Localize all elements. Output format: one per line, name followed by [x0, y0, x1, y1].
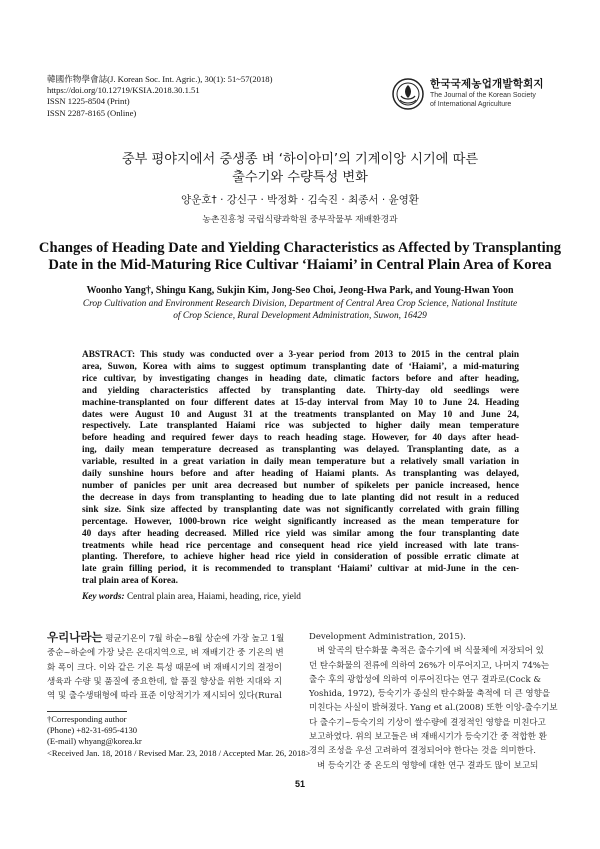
abstract [82, 350, 519, 588]
abstract-line: respectively. Late transplanted Haiami rice was subjected to higher daily mean temperature [82, 421, 519, 432]
body-line: 미친다는 사실이 밝혀졌다. Yang et al.(2008) 또한 이앙-출수기보 [309, 703, 558, 714]
doi-link[interactable]: https://doi.org/10.12719/KSIA.2018.30.1.51 [47, 85, 200, 96]
society-emblem-icon [392, 78, 424, 110]
article-dates: <Received Jan. 18, 2018 / Revised Mar. 23, 2018 / Accepted Mar. 26, 2018> [47, 747, 311, 758]
keywords [82, 592, 519, 602]
abstract-line: daily sunshine hours before and after heading of Haiami plants. As transplanting was delayed, [82, 469, 519, 480]
korean-affiliation: 농촌진흥청 국립식량과학원 중부작물부 재배환경과 [202, 215, 398, 225]
abstract-line: planting. Therefore, to achieve higher head rice yield in consideration of possible erratic climate at [82, 552, 519, 563]
author-email[interactable]: (E-mail) whyang@korea.kr [47, 736, 142, 747]
english-authors: Woonho Yang†, Shingu Kang, Sukjin Kim, Jong-Seo Choi, Jeong-Hwa Park, and Young-Hwan Yoon [86, 285, 514, 296]
body-line: 평균기온이 7월 하순~8월 상순에 가장 높고 1월 [102, 634, 285, 644]
body-left-column [47, 630, 293, 703]
body-line: 보고하였다. 위의 보고들은 벼 재배시기가 등숙기간 중 적합한 환 [309, 732, 547, 743]
body-line: 화 폭이 크다. 이와 같은 기온 특성 때문에 벼 재배시기의 결정이 [47, 662, 282, 673]
abstract-line: 40 days after heading decreased. Milled rice yield was similar among the four transplanting date [82, 528, 519, 539]
society-logo [392, 76, 552, 114]
body-line: 벼 알곡의 탄수화물 축적은 출수기에 벼 식물체에 저장되어 있 [317, 646, 544, 657]
english-affiliation [40, 298, 560, 322]
korean-title [40, 151, 560, 187]
abstract-line: machine-transplanted on four different dates at 15-day interval from May 10 to June 24. Heading [82, 397, 519, 408]
english-affiliation-line2: of Crop Science, Rural Development Administration, Suwon, 16429 [173, 311, 427, 321]
abstract-line: sink size. Sink size affected by transplanting date was not significantly correlated with grain filling [82, 504, 519, 515]
abstract-line: variable, resulted in a great variation in daily mean temperature but a relatively small variation in [82, 457, 519, 468]
korean-title-line1: 중부 평야지에서 중생종 벼 ‘하이아미’의 기계이앙 시기에 따른 [121, 152, 479, 167]
abstract-line: dates were August 10 and August 31 at the treatments transplanted on May 10 and June 24, [82, 409, 519, 420]
abstract-line: the decrease in days from transplanting to heading due to late planting did not result in a reduced [82, 492, 519, 503]
society-name-ko: 한국국제농업개발학회지 [430, 78, 544, 90]
english-affiliation-line1: Crop Cultivation and Environment Research Division, Department of Central Area Crop Science, National Institute [82, 299, 518, 309]
body-line: 벼 등숙기간 중 온도의 영향에 대한 연구 결과도 많이 보고되 [317, 760, 539, 771]
abstract-line: treatments while head rice percentage and consequent head rice yield increased with late trans- [82, 540, 519, 551]
body-line: 던 탄수화물의 전류에 의하여 26%가 이루어지고, 나머지 74%는 [309, 660, 550, 671]
corresponding-author: †Corresponding author [47, 714, 127, 724]
abstract-line: and yielding characteristics affected by transplanting date. Thirty-day old seedlings were [82, 385, 519, 396]
abstract-line: ABSTRACT: This study was conducted over a 3-year period from 2013 to 2015 in the central plain [82, 350, 519, 360]
society-name-en-line2: of International Agriculture [430, 101, 512, 108]
abstract-line: number of panicles per unit area decreased but number of spikelets per panicle increased, hence [82, 480, 519, 491]
korean-title-line2: 출수기와 수량특성 변화 [232, 170, 368, 185]
korean-authors: 양운호† · 강신구 · 박정화 · 김숙진 · 최종서 · 윤영환 [181, 194, 419, 206]
lead-word: 우리나라는 [47, 630, 103, 644]
issn-online: ISSN 2287-8165 (Online) [47, 107, 137, 118]
abstract-line: ing, daily mean temperature decreased as transplanting was delayed. Transplanting date, as a [82, 445, 519, 456]
footnote [47, 714, 311, 759]
english-title [30, 240, 570, 274]
page-number: 51 [294, 779, 305, 789]
journal-citation: 韓國作物學會誌(J. Korean Soc. Int. Agric.), 30(1): 51~57(2018) [47, 74, 273, 84]
keywords-text: Central plain area, Haiami, heading, rice, yield [126, 592, 301, 602]
body-line: 중순~하순에 가장 낮은 온대지역으로, 벼 재배기간 중 기온의 변 [47, 648, 284, 659]
society-name-en [430, 91, 536, 109]
abstract-line: tral plain area of Korea. [82, 576, 178, 587]
body-line: 다 출수기~등숙기의 기상이 쌀수량에 결정적인 영향을 미친다고 [309, 717, 546, 728]
body-line: 역 및 출수생태형에 따라 표준 이앙적기가 제시되어 있다(Rural [47, 691, 282, 702]
abstract-line: before heading and required fewer days to reach heading stage. However, for 40 days after head- [82, 433, 519, 444]
body-paragraph-first-line [47, 630, 293, 646]
body-line: 경의 조성을 우선 고려하여 결정되어야 한다는 것을 의미한다. [309, 746, 536, 757]
abstract-line: area, Suwon, Korea with aims to suggest optimum transplanting date of ‘Haiami’, a mid-maturing [82, 361, 519, 372]
issn-print: ISSN 1225-8504 (Print) [47, 96, 130, 107]
body-line: Development Administration, 2015). [309, 632, 466, 642]
body-line: 생육과 수량 및 품질에 중요한데, 할 품질 향상을 위한 지대와 지 [47, 676, 282, 687]
english-title-line1: Changes of Heading Date and Yielding Characteristics as Affected by Transplanting [38, 240, 562, 256]
body-line: Yoshida, 1972), 등숙기가 종실의 탄수화물 축적에 더 큰 영향을 [309, 689, 551, 700]
body-line: 출수 후의 광합성에 의하여 이루어진다는 연구 결과로(Cock & [309, 674, 541, 685]
footnote-divider [47, 711, 127, 712]
author-phone: (Phone) +82-31-695-4130 [47, 725, 138, 736]
english-title-line2: Date in the Mid-Maturing Rice Cultivar ‘Haiami’ in Central Plain Area of Korea [48, 257, 552, 273]
journal-header [47, 74, 272, 119]
keywords-label: Key words: [82, 592, 125, 602]
body-right-column [309, 630, 558, 773]
society-name-en-line1: The Journal of the Korean Society [430, 92, 536, 99]
abstract-line: late grain filling period, it is recommended to transplant ‘Haiami’ cultivar at mid-June in the cen- [82, 564, 519, 575]
abstract-line: percentage. However, 1000-brown rice weight significantly increased as the mean temperature for [82, 516, 519, 527]
abstract-line: rice cultivar, by investigating changes in heading date, climatic factors before and after heading, [82, 373, 519, 384]
